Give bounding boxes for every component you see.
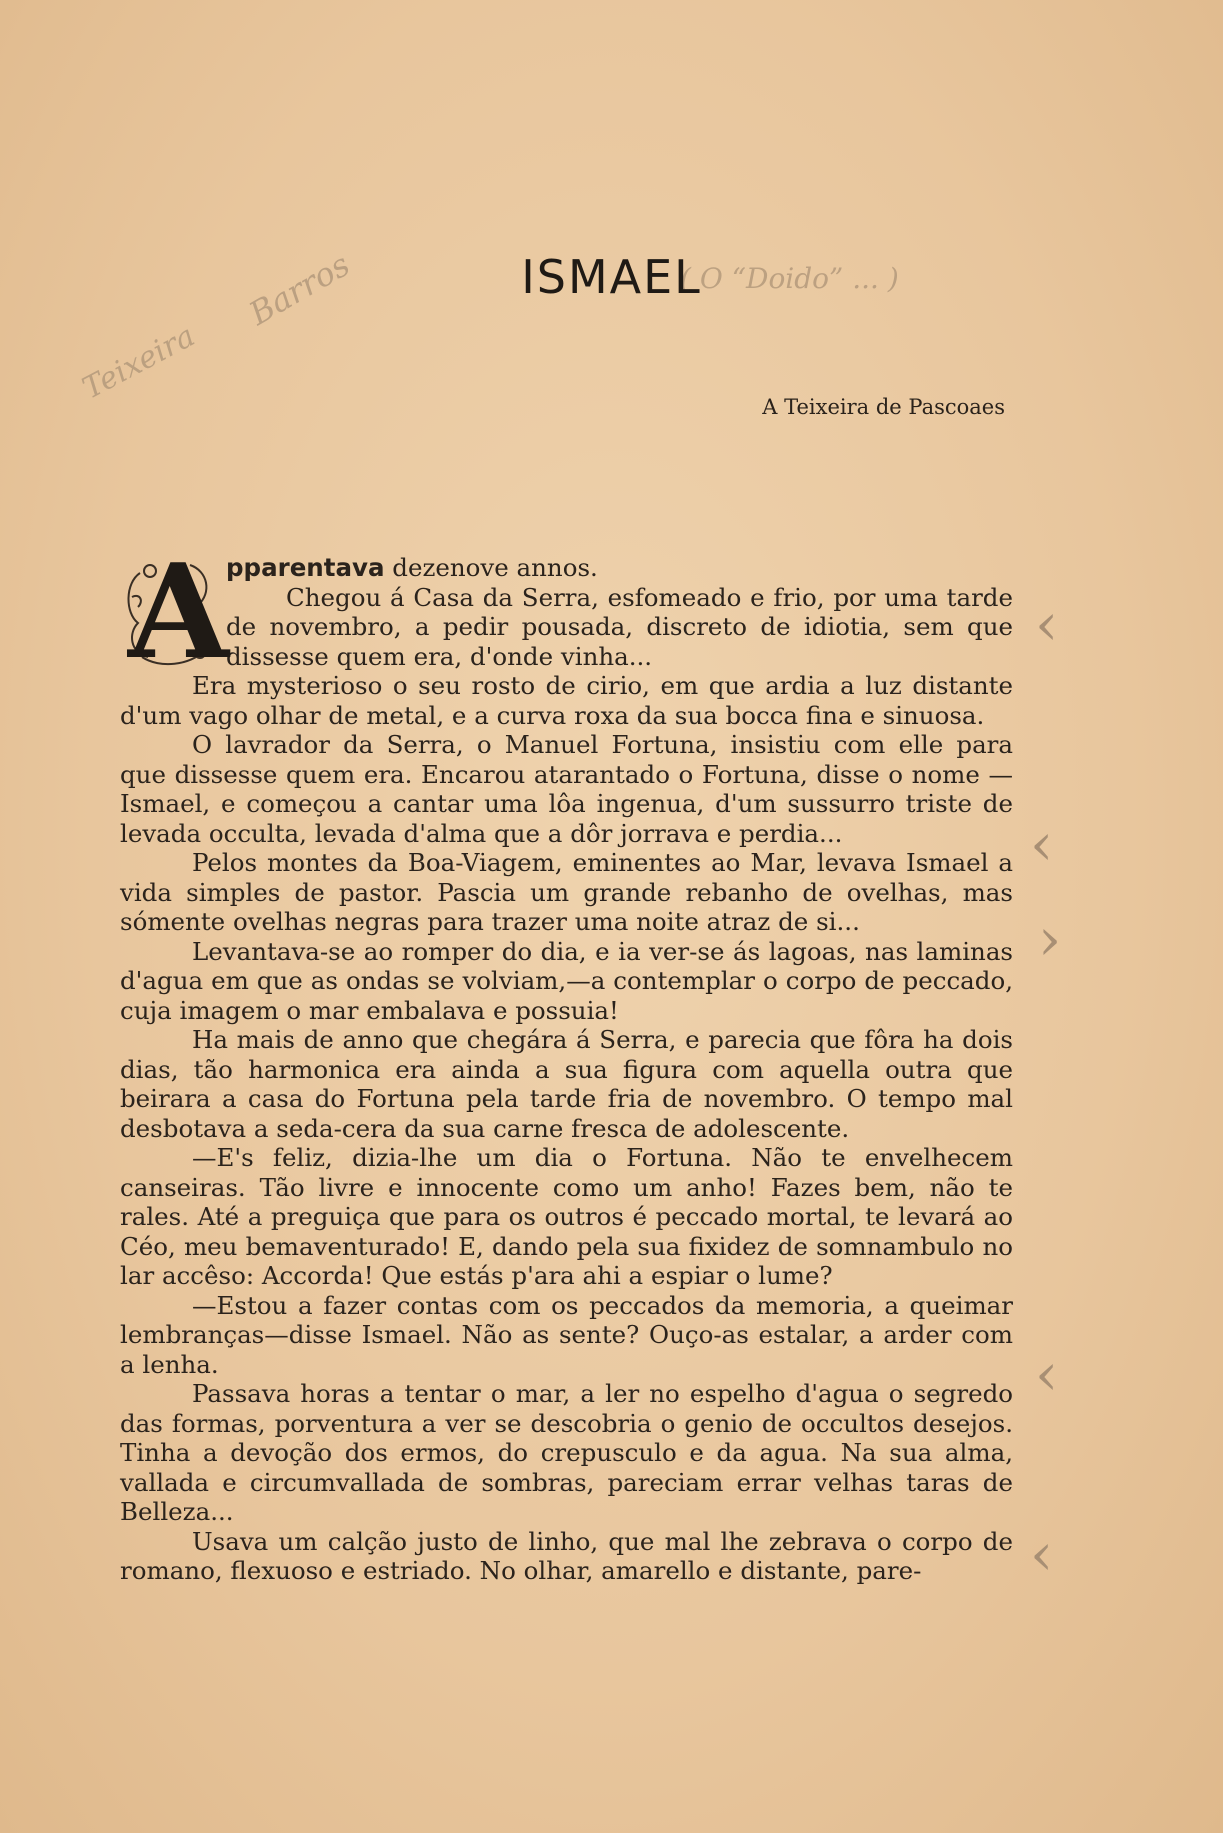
first-word: pparentava <box>226 553 385 582</box>
paragraph-9: —Estou a fazer contas com os peccados da memoria, a queimar lembranças—disse Ismael. Não as sente? Ouço-as estalar, a arder com a lenha. <box>120 1290 1013 1379</box>
paragraph-4: O lavrador da Serra, o Manuel Fortuna, insistiu com elle para que dissesse quem era. Encarou atarantado o Fortuna, disse o nome —Ismael, e começou a cantar uma lôa ingenua, d'um sussurro triste de levada occulta, levada d'alma que a dôr jorrava e perdia... <box>120 730 1013 848</box>
pencil-annotation-barros: Barros <box>242 245 357 333</box>
paragraph-5: Pelos montes da Boa-Viagem, eminentes ao Mar, levava Ismael a vida simples de pastor. Pascia um grande rebanho de ovelhas, mas sómente ovelhas negras para trazer uma noite atraz de si... <box>120 848 1013 936</box>
pencil-annotation-title: ( O “Doido” ... ) <box>680 262 899 295</box>
margin-bracket-mark: ‹ <box>1030 810 1054 878</box>
paragraph-3: Era mysterioso o seu rosto de cirio, em que ardia a luz distante d'um vago olhar de metal, e a curva roxa da sua bocca fina e sinuosa. <box>120 671 1013 730</box>
margin-bracket-mark: ‹ <box>1035 590 1059 658</box>
margin-bracket-mark: ‹ <box>1035 1340 1059 1408</box>
ornamental-dropcap <box>120 535 229 688</box>
paragraph-2: Chegou á Casa da Serra, esfomeado e frio, por uma tarde de novembro, a pedir pousada, discreto de idiotia, sem que dissesse quem era, d'onde vinha... <box>226 582 1013 671</box>
paragraph-10: Passava horas a tentar o mar, a ler no espelho d'agua o segredo das formas, porventura a ver se descobria o genio de occultos desejos. Tinha a devoção dos ermos, do crepusculo e da agua. Na sua alma, vallada e circumvallada de sombras, pareciam errar velhas taras de Belleza... <box>120 1379 1013 1526</box>
page-title: ISMAEL <box>521 250 702 304</box>
paragraph-6: Levantava-se ao romper do dia, e ia ver-se ás lagoas, nas laminas d'agua em que as ondas se volviam,—a contemplar o corpo de peccado, cuja imagem o mar embalava e possuia! <box>120 936 1013 1025</box>
pencil-annotation-teixeira: Teixeira <box>76 318 201 407</box>
dedication: A Teixeira de Pascoaes <box>762 395 1005 419</box>
paragraph-7: Ha mais de anno que chegára á Serra, e parecia que fôra ha dois dias, tão harmonica era ainda a sua figura com aquella outra que beirara a casa do Fortuna pela tarde fria de novembro. O tempo mal desbotava a seda-cera da sua carne fresca de adolescente. <box>120 1025 1013 1143</box>
body-text <box>120 535 1013 1586</box>
paragraph-8: —E's feliz, dizia-lhe um dia o Fortuna. Não te envelhecem canseiras. Tão livre e innocente como um anho! Fazes bem, não te rales. Até a preguiça que para os outros é peccado mortal, te levará ao Céo, meu bemaventurado! E, dando pela sua fixidez de somnambulo no lar accêso: Accorda! Que estás p'ara ahi a espiar o lume? <box>120 1143 1013 1290</box>
paragraph-1 <box>120 535 1013 688</box>
paragraph-11: Usava um calção justo de linho, que mal lhe zebrava o corpo de romano, flexuoso e estriado. No olhar, amarello e distante, pare- <box>120 1526 1013 1585</box>
first-line: dezenove annos. <box>384 553 598 582</box>
margin-bracket-mark: › <box>1038 905 1062 973</box>
margin-bracket-mark: ‹ <box>1030 1520 1054 1588</box>
dropcap-letter: A <box>128 535 229 688</box>
